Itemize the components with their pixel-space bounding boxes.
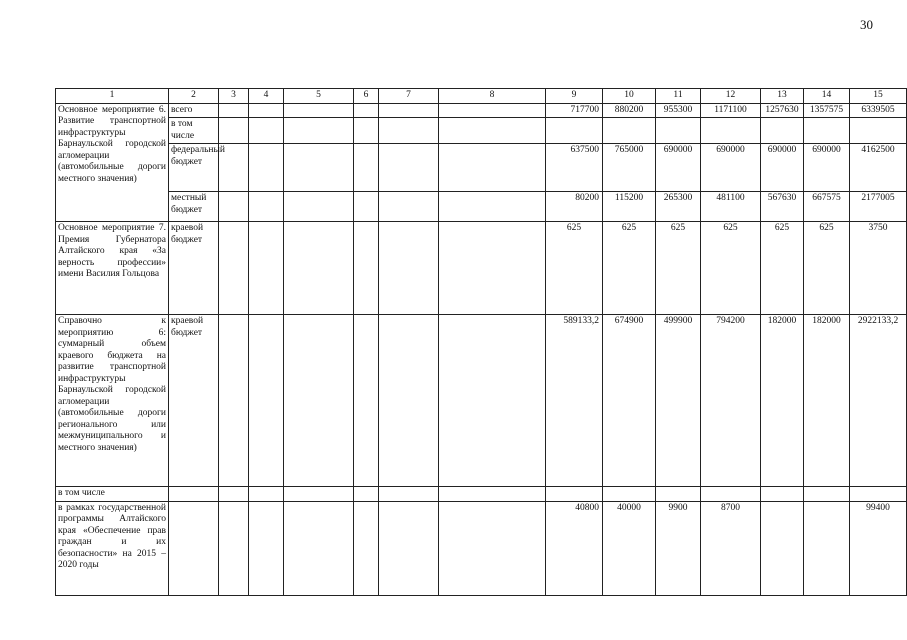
- col-header: 9: [546, 89, 603, 104]
- row-label: местный бюджет: [169, 192, 219, 222]
- col-header: 11: [656, 89, 701, 104]
- col-header: 13: [761, 89, 804, 104]
- table-cell: 499900: [656, 315, 701, 487]
- table-cell: 880200: [603, 103, 656, 118]
- table-cell: 625: [546, 222, 603, 315]
- col-header: 1: [56, 89, 169, 104]
- row-label: в том числе: [169, 118, 219, 144]
- row-label: всего: [169, 103, 219, 118]
- table-cell: 625: [761, 222, 804, 315]
- table-row: [56, 501, 907, 595]
- col-header: 8: [439, 89, 546, 104]
- table-cell: 1171100: [701, 103, 761, 118]
- table-cell: 667575: [804, 192, 850, 222]
- table-cell: 955300: [656, 103, 701, 118]
- col-header: 6: [354, 89, 379, 104]
- table-cell: 690000: [761, 144, 804, 192]
- table-cell: 717700: [546, 103, 603, 118]
- col-header: 10: [603, 89, 656, 104]
- table-row: [56, 315, 907, 487]
- table-cell: [761, 501, 804, 595]
- table-cell: 625: [603, 222, 656, 315]
- col-header: 15: [850, 89, 907, 104]
- table-row: [56, 192, 907, 222]
- col-header: 12: [701, 89, 761, 104]
- table-row: [56, 222, 907, 315]
- table-cell: 40000: [603, 501, 656, 595]
- budget-table: [55, 88, 907, 596]
- col-header: 14: [804, 89, 850, 104]
- table-cell: 115200: [603, 192, 656, 222]
- table-cell: 9900: [656, 501, 701, 595]
- table-cell: 80200: [546, 192, 603, 222]
- table-cell: 625: [701, 222, 761, 315]
- table-cell: 674900: [603, 315, 656, 487]
- table-cell: 690000: [804, 144, 850, 192]
- table-cell: 6339505: [850, 103, 907, 118]
- page-number: 30: [860, 17, 873, 32]
- table-cell: 265300: [656, 192, 701, 222]
- table-cell: 690000: [656, 144, 701, 192]
- table-cell: 4162500: [850, 144, 907, 192]
- table-cell: 567630: [761, 192, 804, 222]
- table-cell: 690000: [701, 144, 761, 192]
- table-cell: 2922133,2: [850, 315, 907, 487]
- measure-6-name: Основное мероприятие 6. Развитие транспортной инфраструктуры Барнаульской городской агломерации (автомобильные дороги местного значения): [56, 103, 169, 222]
- col-header: 4: [249, 89, 284, 104]
- table-cell: [804, 501, 850, 595]
- table-row: [56, 487, 907, 502]
- row-label: краевой бюджет: [169, 315, 219, 487]
- table-cell: 1357575: [804, 103, 850, 118]
- reference-name: Справочно к мероприятию 6: суммарный объем краевого бюджета на развитие транспортной инфраструктуры Барнаульской городской агломерации (автомобильные дороги регионального или межмуниципального и местного значения): [56, 315, 169, 487]
- col-header: 3: [219, 89, 249, 104]
- table-cell: 765000: [603, 144, 656, 192]
- header-row: [56, 89, 907, 104]
- table-cell: 637500: [546, 144, 603, 192]
- measure-7-name: Основное мероприятие 7. Премия Губернатора Алтайского края «За верность профессии» имени Василия Гольцова: [56, 222, 169, 315]
- row-label: в том числе: [56, 487, 169, 502]
- table-row: [56, 103, 907, 118]
- table-cell: 589133,2: [546, 315, 603, 487]
- table-cell: 40800: [546, 501, 603, 595]
- col-header: 2: [169, 89, 219, 104]
- table-cell: 794200: [701, 315, 761, 487]
- col-header: 7: [379, 89, 439, 104]
- table-cell: 481100: [701, 192, 761, 222]
- table-row: [56, 144, 907, 192]
- state-program-name: в рамках государственной программы Алтайского края «Обеспечение прав граждан и их безопасности» на 2015 – 2020 годы: [56, 501, 169, 595]
- table-cell: 2177005: [850, 192, 907, 222]
- table-cell: 3750: [850, 222, 907, 315]
- table-cell: 625: [656, 222, 701, 315]
- table-row: [56, 118, 907, 144]
- table-cell: 182000: [804, 315, 850, 487]
- table-cell: 182000: [761, 315, 804, 487]
- table-cell: 1257630: [761, 103, 804, 118]
- col-header: 5: [284, 89, 354, 104]
- table-cell: 625: [804, 222, 850, 315]
- row-label: федеральный бюджет: [169, 144, 219, 192]
- row-label: краевой бюджет: [169, 222, 219, 315]
- table-cell: 8700: [701, 501, 761, 595]
- table-cell: 99400: [850, 501, 907, 595]
